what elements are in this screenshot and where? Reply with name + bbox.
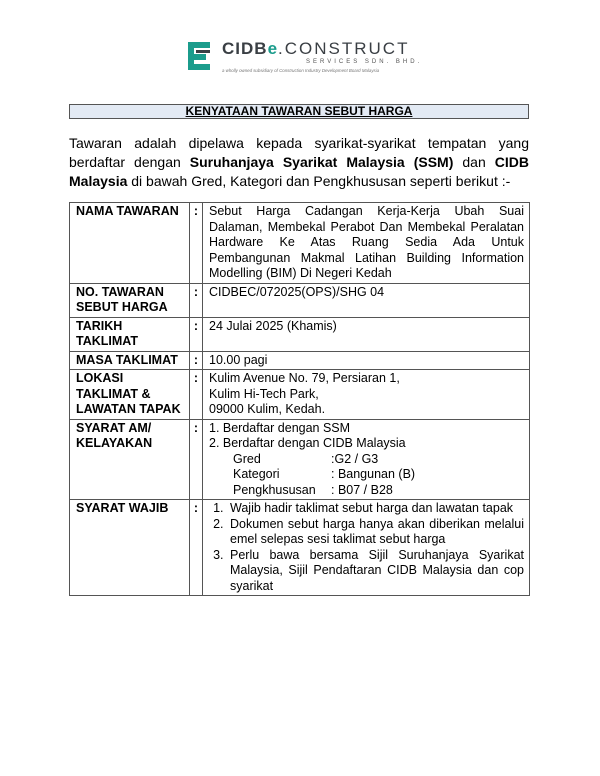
colon: : [190, 203, 203, 284]
row-syarat-wajib [70, 500, 530, 596]
syarat-am-item-2: 2. Berdaftar dengan CIDB Malaysia [209, 436, 406, 450]
logo-tagline: a wholly owned subsidiary of Construction Industry Development Board Malaysia [222, 68, 380, 73]
kategori-row [209, 467, 524, 483]
document-title: KENYATAAN TAWARAN SEBUT HARGA [69, 104, 529, 119]
row-masa-taklimat [70, 351, 530, 370]
colon: : [190, 500, 203, 596]
intro-text-1: Tawaran adalah dipelawa kepada syarikat-syarikat tempatan yang berdaftar dengan [69, 135, 529, 170]
intro-text-3: di bawah Gred, Kategori dan Pengkhususan seperti berikut :- [127, 173, 511, 189]
gred-key: Gred [233, 451, 261, 466]
logo-subtitle: SERVICES SDN. BHD. [306, 59, 423, 65]
colon: : [190, 351, 203, 370]
logo-e: e [267, 39, 279, 58]
value-no-tawaran: CIDBEC/072025(OPS)/SHG 04 [203, 283, 530, 317]
value-syarat-am [203, 419, 530, 500]
label-nama-tawaran: NAMA TAWARAN [70, 203, 190, 284]
label-tarikh-taklimat: TARIKH TAKLIMAT [70, 317, 190, 351]
kategori-key: Kategori [233, 467, 280, 481]
row-no-tawaran [70, 283, 530, 317]
lokasi-line-1: Kulim Avenue No. 79, Persiaran 1, [209, 371, 400, 385]
pengkhususan-key: Pengkhususan [233, 482, 316, 497]
row-syarat-am [70, 419, 530, 500]
colon: : [190, 419, 203, 500]
value-tarikh-taklimat: 24 Julai 2025 (Khamis) [203, 317, 530, 351]
intro-paragraph [69, 134, 529, 191]
logo-brand: CIDB [222, 39, 268, 58]
logo-construct: .CONSTRUCT [278, 39, 410, 58]
gred-row [209, 452, 524, 468]
syarat-am-item-1: 1. Berdaftar dengan SSM [209, 420, 351, 435]
cidb-logo-mark-icon [184, 38, 216, 74]
pengkhususan-row [209, 483, 524, 499]
gred-value: :G2 / G3 [331, 451, 379, 466]
tender-info-table [69, 202, 530, 596]
lokasi-line-3: 09000 Kulim, Kedah. [209, 402, 326, 416]
syarat-wajib-item: 2. Dokumen sebut harga hanya akan diberikan melalui emel selepas sesi taklimat sebut harga [227, 517, 524, 548]
value-syarat-wajib [203, 500, 530, 596]
label-syarat-wajib: SYARAT WAJIB [70, 500, 190, 596]
label-lokasi: LOKASI TAKLIMAT & LAWATAN TAPAK [70, 370, 190, 420]
label-masa-taklimat: MASA TAKLIMAT [70, 351, 190, 370]
colon: : [190, 317, 203, 351]
value-lokasi [203, 370, 530, 420]
syarat-wajib-item: 1. Wajib hadir taklimat sebut harga dan lawatan tapak [227, 501, 524, 517]
value-masa-taklimat: 10.00 pagi [203, 351, 530, 370]
kategori-value: : Bangunan (B) [331, 467, 416, 481]
intro-text-2: dan [453, 154, 495, 170]
syarat-wajib-item: 3. Perlu bawa bersama Sijil Suruhanjaya Syarikat Malaysia, Sijil Pendaftaran CIDB Malaysia dan cop syarikat [227, 548, 524, 595]
pengkhususan-value: : B07 / B28 [331, 482, 393, 497]
colon: : [190, 370, 203, 420]
intro-cidb: CIDB Malaysia [69, 154, 529, 189]
label-no-tawaran: NO. TAWARAN SEBUT HARGA [70, 283, 190, 317]
value-nama-tawaran: Sebut Harga Cadangan Kerja-Kerja Ubah Suai Dalaman, Membekal Perabot Dan Membekal Peralatan Hardware Ke Atas Ruang Sedia Ada Untuk Pembangunan Makmal Latihan Building Information Modelling (BIM) Di Negeri Kedah [203, 203, 530, 284]
syarat-wajib-list [209, 501, 524, 594]
row-nama-tawaran [70, 203, 530, 284]
intro-ssm: Suruhanjaya Syarikat Malaysia (SSM) [189, 154, 454, 170]
label-syarat-am: SYARAT AM/ KELAYAKAN [70, 419, 190, 500]
colon: : [190, 283, 203, 317]
company-logo [184, 38, 424, 76]
row-lokasi [70, 370, 530, 420]
lokasi-line-2: Kulim Hi-Tech Park, [209, 386, 319, 401]
logo-wordmark [222, 40, 409, 58]
row-tarikh-taklimat [70, 317, 530, 351]
